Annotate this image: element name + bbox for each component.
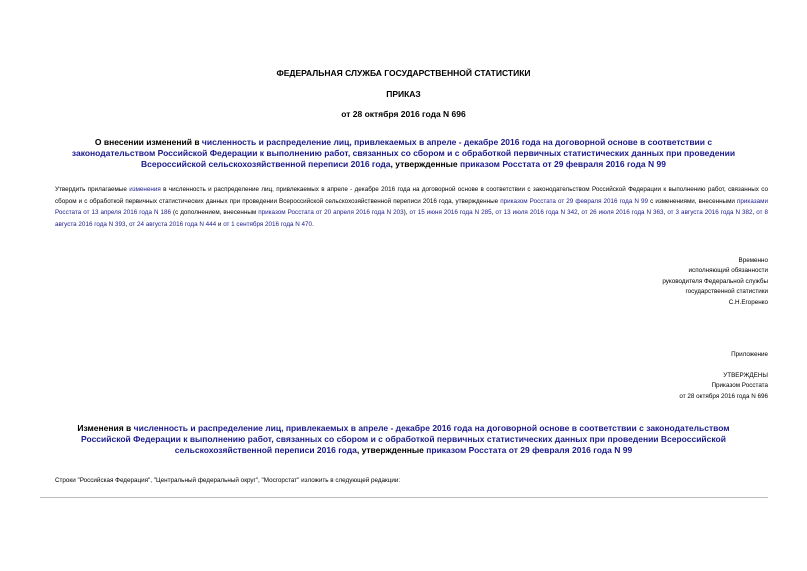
body-link-changes[interactable]: изменения [129,186,161,193]
body-text-11: и [216,220,224,228]
body-text-2: в численность и распределение лиц, привлекаемых в апреле - декабре 2016 года на договорной основе в соответствии с законодательством Российской Федерации к выполнению работ, связанных со сбором и с обработкой первичных статистических данных при проведении Всероссийской сельскохозяйственной переписи 2016 года, утвержденные [55,186,768,205]
body-text-10: , [125,220,129,228]
approval-block [508,371,768,402]
body-link-order-470[interactable]: от 1 сентября 2016 года N 470 [223,220,313,228]
changes-title-link-numbers[interactable]: численность и распределение лиц, привлекаемых в апреле - декабре 2016 года на договорной основе в соответствии с законодательством Российской Федерации к выполнению работ, связанных со сбором и с обработкой первичных статистических данных при проведении Всероссийской сельскохозяйственной переписи 2016 года [81,423,730,455]
document-type: ПРИКАЗ [386,89,421,99]
changes-title-middle: , утвержденные [356,445,427,455]
signature-line: руководителя Федеральной службы [662,277,768,285]
instruction-note: Строки "Российская Федерация", "Центральный федеральный округ", "Мосгорстат" изложить в следующей редакции: [55,477,401,484]
signature-name: С.Н.Егоренко [728,298,768,306]
body-text-9: , [752,209,757,216]
body-link-order-393[interactable]: от 8 августа 2016 года N 393 [55,209,769,228]
title-link-order[interactable]: приказом Росстата от 29 февраля 2016 года N 99 [459,159,666,169]
order-body [55,184,768,230]
body-link-order-363[interactable]: от 26 июля 2016 года N 363 [581,209,664,216]
signature-line: государственной статистики [685,288,768,296]
body-link-order-99[interactable]: приказом Росстата от 29 февраля 2016 года N 99 [500,197,649,205]
body-link-order-203[interactable]: приказом Росстата от 20 апреля 2016 года N 203 [258,209,404,216]
title-middle: , утвержденные [390,159,460,169]
document-date: от 28 октября 2016 года N 696 [341,109,466,119]
signature-block [508,256,768,308]
order-title [60,137,747,170]
appendix-label [508,350,768,360]
body-link-order-444[interactable]: от 24 августа 2016 года N 444 [128,220,217,228]
approved-date: от 28 октября 2016 года N 696 [679,392,768,400]
body-text-7: , [577,209,582,216]
body-text-8: , [663,209,668,216]
title-link-numbers[interactable]: численность и распределение лиц, привлекаемых в апреле - декабре 2016 года на договорной основе в соответствии с законодательством Российской Федерации к выполнению работ, связанных со сбором и с обработкой первичных статистических данных при проведении Всероссийской сельскохозяйственной переписи 2016 года [71,137,736,169]
body-link-order-342[interactable]: от 13 июля 2016 года N 342 [495,209,578,216]
approved-label: УТВЕРЖДЕНЫ [723,372,768,379]
approved-by: Приказом Росстата [711,382,768,390]
agency-name: ФЕДЕРАЛЬНАЯ СЛУЖБА ГОСУДАРСТВЕННОЙ СТАТИСТИКИ [276,68,531,78]
body-link-order-285[interactable]: от 15 июня 2016 года N 285 [409,209,492,216]
body-text-4: (с дополнением, внесенным [171,209,259,216]
changes-title-prefix: Изменения в [77,423,134,433]
signature-line: исполняющий обязанности [688,267,768,275]
body-link-order-186[interactable]: приказами Росстата от 13 апреля 2016 года N 186 [55,197,768,216]
body-text-1: Утвердить прилагаемые [55,186,130,193]
body-text-6: , [491,209,496,216]
appendix-label-text: Приложение [731,351,768,358]
divider-line [40,497,768,498]
body-text-12: . [312,220,314,228]
signature-line: Временно [738,257,768,264]
body-link-order-382[interactable]: от 3 августа 2016 года N 382 [667,209,753,216]
body-text-3: с изменениями, внесенными [648,197,737,205]
changes-title [55,423,752,456]
changes-title-link-order[interactable]: приказом Росстата от 29 февраля 2016 года N 99 [426,445,633,455]
body-text-5: ), [403,209,410,216]
title-prefix: О внесении изменений в [94,137,202,147]
